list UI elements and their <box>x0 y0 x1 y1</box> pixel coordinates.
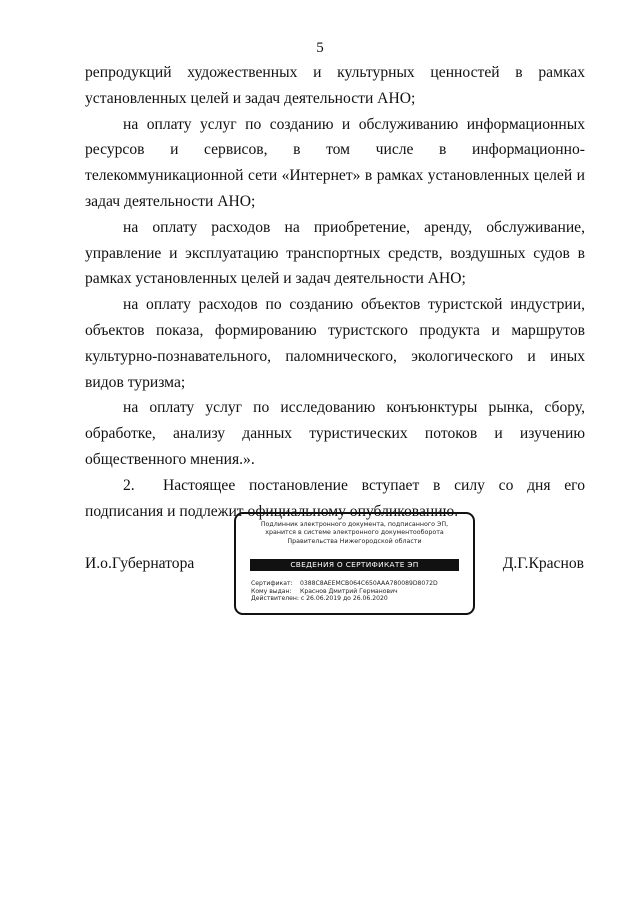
certificate-value: 0388C8AEEMCB064C650AAA780089D8072D <box>300 580 438 587</box>
clause-number: 2. <box>123 476 135 494</box>
stamp-certificate-info <box>251 580 466 603</box>
valid-value: с 26.06.2019 до 26.06.2020 <box>300 595 388 603</box>
valid-row <box>251 595 466 603</box>
signatory-position: И.о.Губернатора <box>85 555 195 572</box>
page-number: 5 <box>316 40 324 56</box>
stamp-header-line: хранится в системе электронного документооборота <box>265 529 444 537</box>
stamp-title: СВЕДЕНИЯ О СЕРТИФИКАТЕ ЭП <box>250 559 459 571</box>
electronic-signature-stamp <box>234 512 475 615</box>
issued-to-label: Кому выдан: <box>251 587 292 595</box>
stamp-header <box>236 521 473 546</box>
clause-text: Настоящее постановление вступает в силу со дня его подписания и подлежит официальному опубликованию. <box>85 476 585 520</box>
issued-to-value: Краснов Дмитрий Германович <box>300 587 398 595</box>
certificate-label: Сертификат: <box>251 580 293 587</box>
document-body <box>85 60 585 524</box>
stamp-header-line: Подлинник электронного документа, подписанного ЭП, <box>260 521 449 528</box>
paragraph: на оплату услуг по созданию и обслуживанию информационных ресурсов и сервисов, в том числе в информационно-телекоммуникационной сети «Интернет» в рамках установленных целей и задач деятельности АНО; <box>85 115 585 210</box>
stamp-header-line: Правительства Нижегородской области <box>287 537 422 545</box>
signatory-name: Д.Г.Краснов <box>502 555 584 572</box>
paragraph-continuation: репродукций художественных и культурных ценностей в рамках установленных целей и задач деятельности АНО; <box>85 64 585 107</box>
paragraph: на оплату расходов на приобретение, аренду, обслуживание, управление и эксплуатацию транспортных средств, воздушных судов в рамках установленных целей и задач деятельности АНО; <box>85 218 585 288</box>
certificate-row <box>251 580 466 588</box>
paragraph: на оплату расходов по созданию объектов туристской индустрии, объектов показа, формированию туристского продукта и маршрутов культурно-познавательного, паломнического, экологического и иных видов туризма; <box>85 296 585 391</box>
valid-label: Действителен: <box>251 595 299 603</box>
paragraph: на оплату услуг по исследованию конъюнктуры рынка, сбору, обработке, анализу данных туристических потоков и изучению общественного мнения.». <box>85 399 585 468</box>
